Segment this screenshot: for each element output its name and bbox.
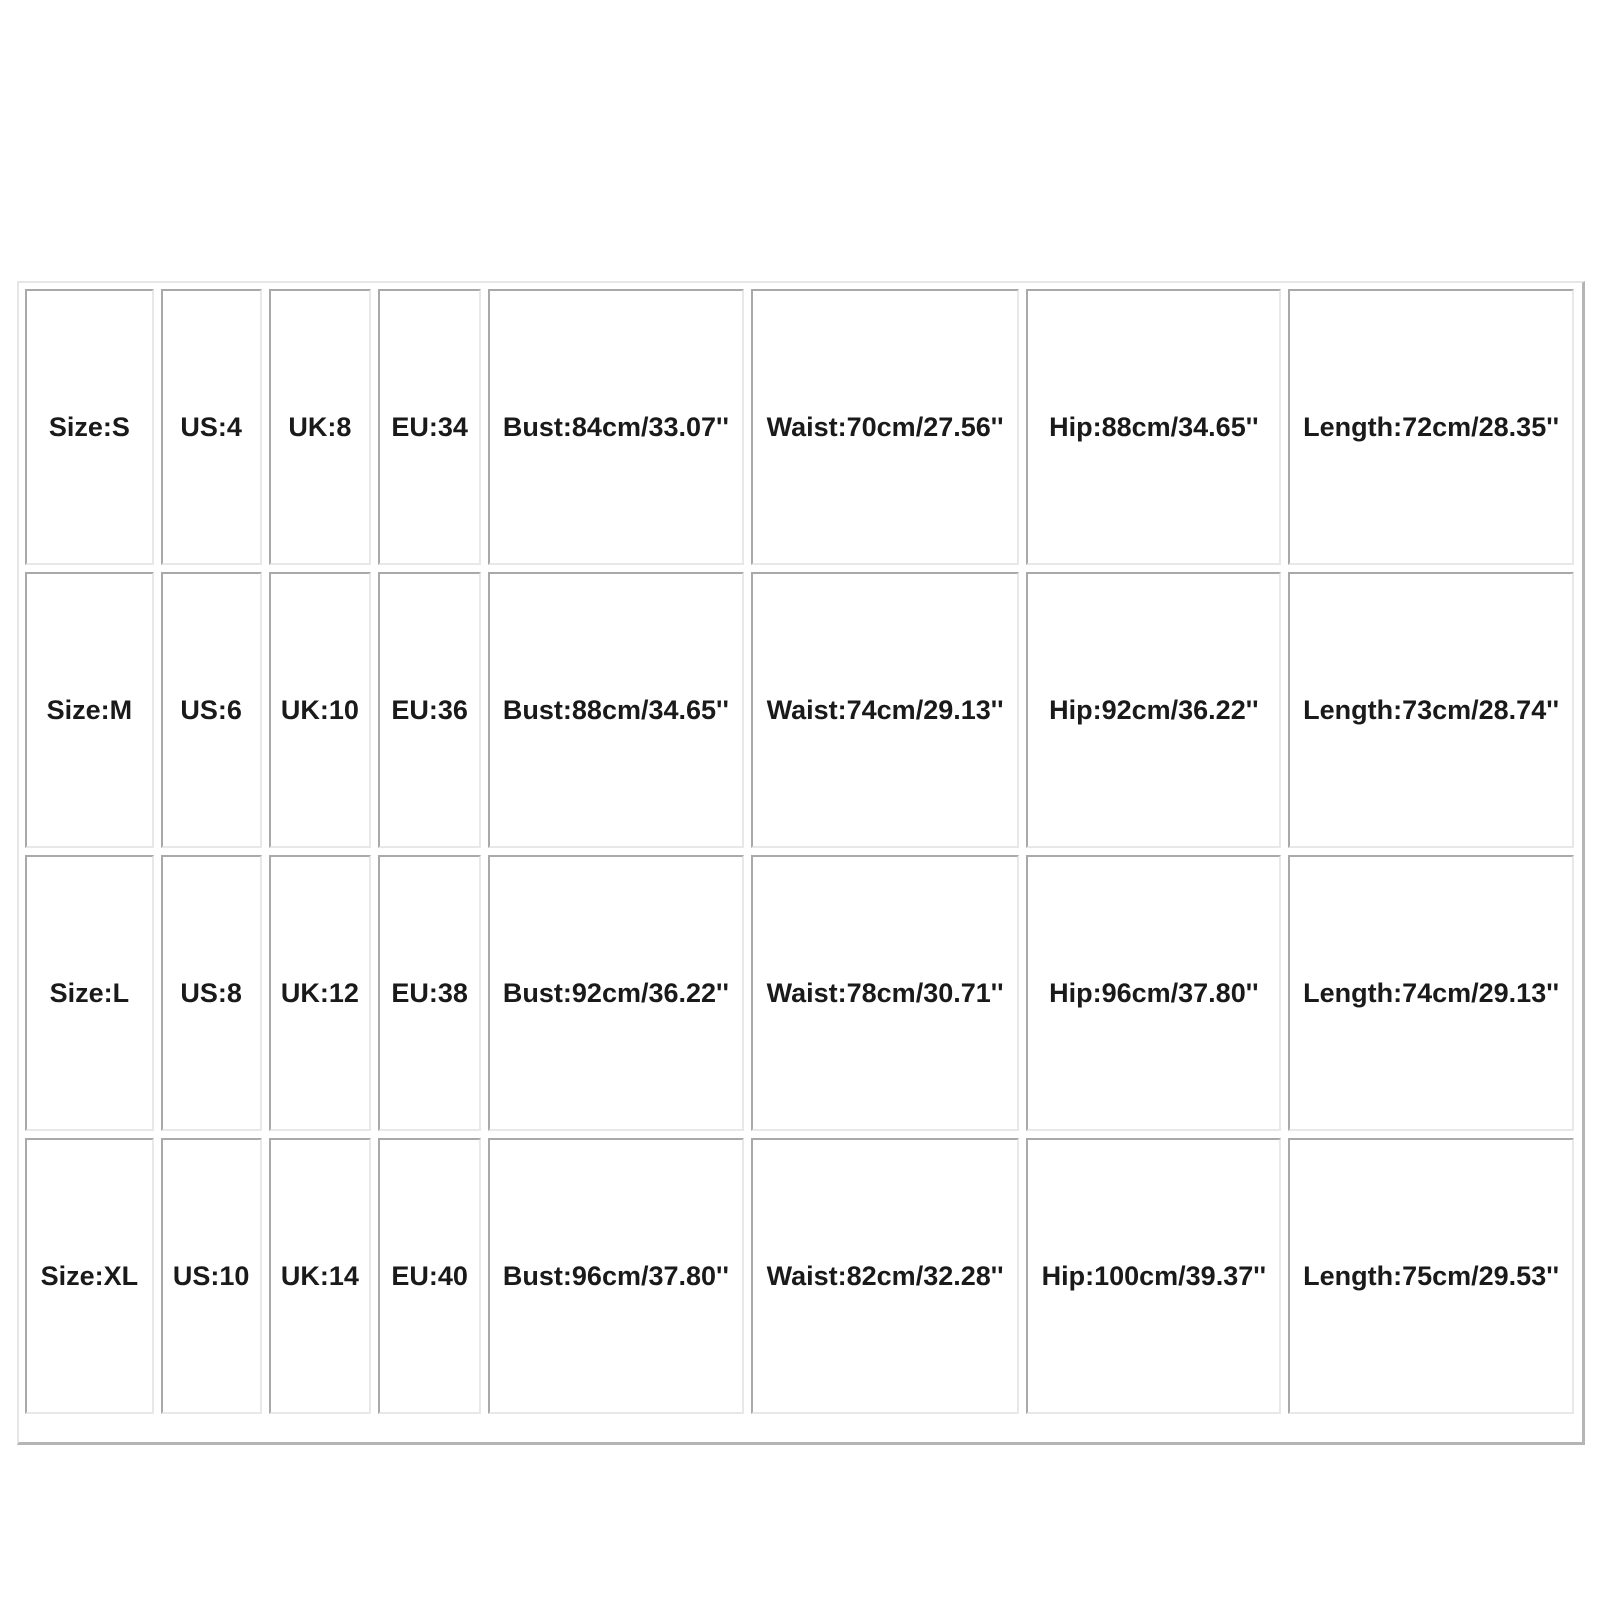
length-cell: Length:72cm/28.35'' [1288,289,1574,565]
size-cell: Size:M [25,572,154,848]
hip-cell: Hip:88cm/34.65'' [1026,289,1281,565]
size-cell: Size:XL [25,1138,154,1414]
size-cell: Size:L [25,855,154,1131]
waist-cell: Waist:82cm/32.28'' [751,1138,1020,1414]
eu-size-cell: EU:40 [378,1138,481,1414]
waist-cell: Waist:70cm/27.56'' [751,289,1020,565]
uk-size-cell: UK:14 [269,1138,372,1414]
eu-size-cell: EU:38 [378,855,481,1131]
uk-size-cell: UK:8 [269,289,372,565]
table-row [25,572,1574,848]
waist-cell: Waist:74cm/29.13'' [751,572,1020,848]
bust-cell: Bust:88cm/34.65'' [488,572,744,848]
length-cell: Length:75cm/29.53'' [1288,1138,1574,1414]
size-chart [17,281,1585,1445]
length-cell: Length:73cm/28.74'' [1288,572,1574,848]
us-size-cell: US:8 [161,855,262,1131]
table-row [25,1138,1574,1414]
hip-cell: Hip:92cm/36.22'' [1026,572,1281,848]
table-row [25,289,1574,565]
hip-cell: Hip:100cm/39.37'' [1026,1138,1281,1414]
uk-size-cell: UK:12 [269,855,372,1131]
us-size-cell: US:10 [161,1138,262,1414]
uk-size-cell: UK:10 [269,572,372,848]
eu-size-cell: EU:34 [378,289,481,565]
size-table [18,282,1581,1421]
table-row [25,855,1574,1131]
us-size-cell: US:6 [161,572,262,848]
bust-cell: Bust:92cm/36.22'' [488,855,744,1131]
hip-cell: Hip:96cm/37.80'' [1026,855,1281,1131]
bust-cell: Bust:96cm/37.80'' [488,1138,744,1414]
bust-cell: Bust:84cm/33.07'' [488,289,744,565]
waist-cell: Waist:78cm/30.71'' [751,855,1020,1131]
length-cell: Length:74cm/29.13'' [1288,855,1574,1131]
eu-size-cell: EU:36 [378,572,481,848]
us-size-cell: US:4 [161,289,262,565]
size-cell: Size:S [25,289,154,565]
